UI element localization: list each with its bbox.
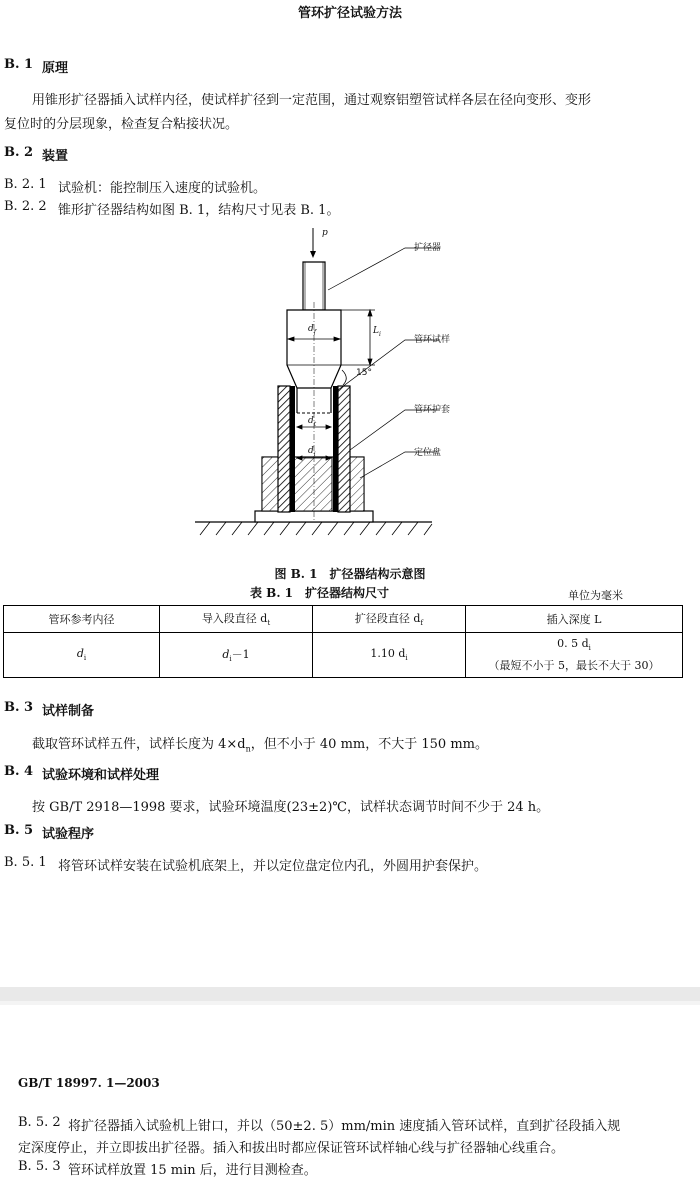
li-label: $L_i$ — [373, 326, 381, 338]
cell-lead-diameter: $d_i-1$ — [160, 633, 313, 678]
section-b51-number: B. 5. 1 — [4, 855, 47, 870]
section-b52-text-line1: 将扩径器插入试验机上钳口，并以（50±2. 5）mm/min 速度插入管环试样，直到扩径段插入规 — [68, 1119, 621, 1134]
page-break — [0, 987, 700, 1001]
angle-label: 15° — [356, 368, 372, 378]
force-label: p — [322, 228, 328, 238]
cell-ring-inner-diameter: $d_i$ — [4, 633, 160, 678]
section-b3-text: 截取管环试样五件，试样长度为 $4\times d_n$，但不小于 40 mm，不大于 150 mm。 — [32, 737, 488, 754]
section-b53-number: B. 5. 3 — [18, 1159, 61, 1174]
section-b2-title: 装置 — [42, 149, 69, 164]
section-b53-text: 管环试样放置 15 min 后，进行目测检查。 — [68, 1163, 317, 1178]
section-b52-number: B. 5. 2 — [18, 1115, 61, 1130]
ring-sleeve-label: 管环护套 — [414, 405, 451, 415]
section-b22-text: 锥形扩径器结构如图 B. 1，结构尺寸见表 B. 1。 — [58, 203, 340, 218]
positioning-disc-label: 定位盘 — [414, 448, 442, 458]
page-title: 管环扩径试验方法 — [297, 6, 402, 21]
expander-label: 扩径器 — [414, 243, 442, 253]
table-caption: 表 B. 1 扩径器结构尺寸 — [250, 586, 390, 600]
section-b5-title: 试验程序 — [42, 827, 95, 842]
col-lead-diameter: 导入段直径 $d_t$ — [160, 606, 313, 633]
section-b5-number: B. 5 — [4, 823, 34, 838]
table-unit: 单位为毫米 — [568, 589, 623, 602]
section-b21-text: 试验机：能控制压入速度的试验机。 — [58, 181, 267, 196]
ring-sample-label: 管环试样 — [414, 335, 451, 345]
col-ring-inner-diameter: 管环参考内径 — [4, 606, 160, 633]
expander-dimensions-table — [3, 605, 683, 678]
page-break-shadow — [0, 1001, 700, 1005]
section-b3-number: B. 3 — [4, 700, 34, 715]
section-b22-number: B. 2. 2 — [4, 199, 47, 214]
section-b1-title: 原理 — [42, 61, 69, 76]
section-b1-number: B. 1 — [4, 57, 34, 72]
expander-diagram — [0, 220, 700, 550]
cell-insertion-depth: 0. 5 $d_i$ （最短不小于 5，最长不大于 30） — [466, 633, 683, 678]
table-header-row — [4, 606, 683, 633]
di-label: $d_i$ — [308, 446, 316, 458]
dt-label: $d_t$ — [308, 416, 317, 428]
section-b52-text-line2: 定深度停止，并立即拔出扩径器。插入和拔出时都应保证管环试样轴心线与扩径器轴心线重合。 — [18, 1141, 565, 1156]
df-label: $d_f$ — [308, 324, 316, 336]
section-b4-number: B. 4 — [4, 764, 34, 779]
section-b1-text-line2: 复位时的分层现象，检查复合粘接状况。 — [4, 117, 239, 132]
figure-caption: 图 B. 1 扩径器结构示意图 — [274, 567, 426, 581]
ground-hatching — [195, 522, 432, 535]
col-expansion-diameter: 扩径段直径 $d_f$ — [313, 606, 466, 633]
section-b21-number: B. 2. 1 — [4, 177, 47, 192]
section-b2-number: B. 2 — [4, 145, 34, 160]
section-b4-title: 试验环境和试样处理 — [42, 768, 160, 783]
col-insertion-depth: 插入深度 L — [466, 606, 683, 633]
table-row — [4, 633, 683, 678]
cell-expansion-diameter: 1.10 $d_i$ — [313, 633, 466, 678]
section-b1-text-line1: 用锥形扩径器插入试样内径，使试样扩径到一定范围，通过观察铝塑管试样各层在径向变形、变形 — [32, 93, 592, 108]
section-b4-text: 按 GB/T 2918—1998 要求，试验环境温度(23±2)℃，试样状态调节时间不少于 24 h。 — [32, 800, 550, 815]
section-b3-title: 试样制备 — [42, 704, 95, 719]
section-b51-text: 将管环试样安装在试验机底架上，并以定位盘定位内孔，外圆用护套保护。 — [58, 859, 488, 874]
standard-number: GB/T 18997. 1—2003 — [18, 1076, 160, 1090]
